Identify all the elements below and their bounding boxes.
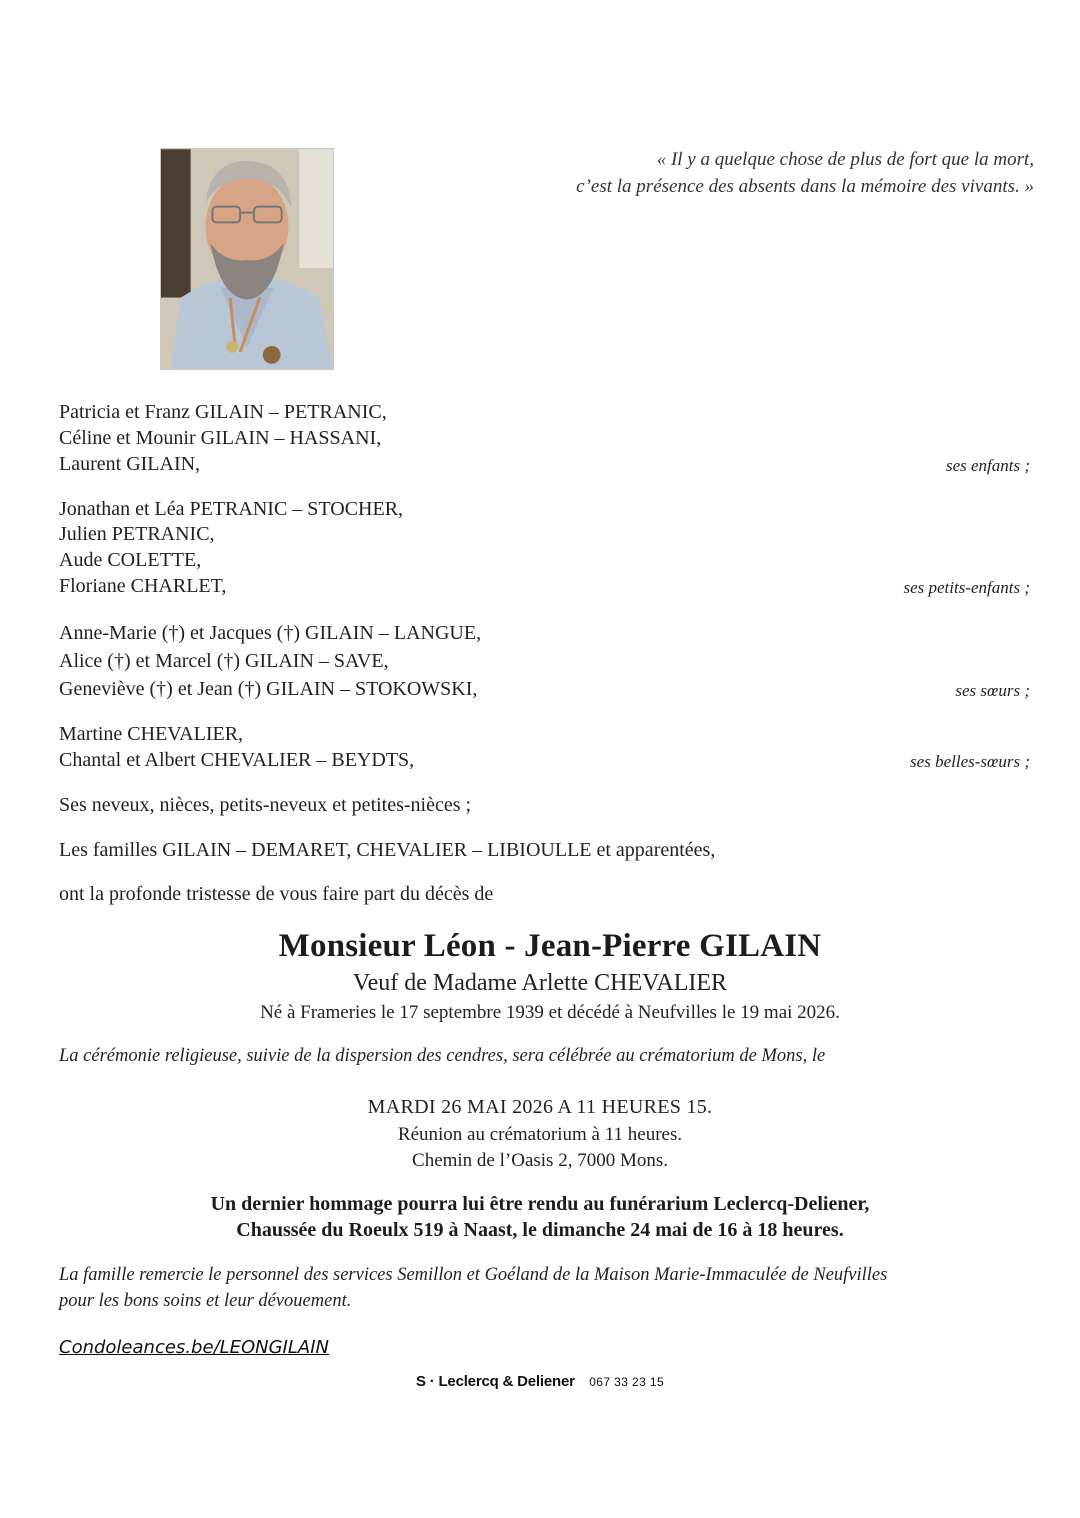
family-line: Martine CHEVALIER, [59,723,244,745]
thanks-line-2: pour les bons soins et leur dévouement. [59,1291,352,1311]
role-label-children: ses enfants ; [945,456,1030,475]
families-line: Les familles GILAIN – DEMARET, CHEVALIER – LIBIOULLE et apparentées, [59,839,716,861]
family-line: Céline et Mounir GILAIN – HASSANI, [59,427,382,449]
quote-line-2: c’est la présence des absents dans la mémoire des vivants. » [576,176,1034,197]
funeral-home-phone: 067 33 23 15 [589,1375,665,1389]
ceremony-intro: La cérémonie religieuse, suivie de la dispersion des cendres, sera célébrée au crématorium de Mons, le [59,1046,826,1066]
ceremony-meeting: Réunion au crématorium à 11 heures. [397,1124,683,1145]
condolences-link[interactable]: Condoleances.be/LEONGILAIN [59,1337,329,1358]
tribute-line-2: Chaussée du Roeulx 519 à Naast, le dimanche 24 mai de 16 à 18 heures. [236,1219,844,1241]
family-line: Anne-Marie (†) et Jacques (†) GILAIN – LANGUE, [59,622,482,644]
widow-line: Veuf de Madame Arlette CHEVALIER [352,970,728,996]
family-line: Jonathan et Léa PETRANIC – STOCHER, [59,498,404,520]
role-label-grandchildren: ses petits-enfants ; [903,578,1030,597]
tribute-line-1: Un dernier hommage pourra lui être rendu au funérarium Leclercq-Deliener, [210,1193,870,1215]
birth-death-line: Né à Frameries le 17 septembre 1939 et décédé à Neufvilles le 19 mai 2026. [260,1002,840,1023]
quote-line-1: « Il y a quelque chose de plus de fort que la mort, [656,149,1034,170]
portrait-photo [160,148,334,370]
family-line: Julien PETRANIC, [59,523,215,545]
family-line: Geneviève (†) et Jean (†) GILAIN – STOKOWSKI, [59,678,478,700]
family-line: Chantal et Albert CHEVALIER – BEYDTS, [59,749,415,771]
family-line: Floriane CHARLET, [59,575,227,597]
role-label-sisters: ses sœurs ; [955,681,1030,700]
family-line: Patricia et Franz GILAIN – PETRANIC, [59,401,387,423]
ceremony-date: MARDI 26 MAI 2026 A 11 HEURES 15. [367,1096,713,1118]
announce-line: ont la profonde tristesse de vous faire part du décès de [59,883,494,905]
epitaph-quote [576,146,1034,200]
family-line: Laurent GILAIN, [59,453,201,475]
nephews-line: Ses neveux, nièces, petits-neveux et petites-nièces ; [59,794,472,816]
family-line: Alice (†) et Marcel (†) GILAIN – SAVE, [59,650,389,672]
family-line: Aude COLETTE, [59,549,202,571]
funeral-home-footer [0,1373,1080,1391]
thanks-line-1: La famille remercie le personnel des services Semillon et Goéland de la Maison Marie-Immaculée de Neufvilles [59,1265,888,1285]
funeral-home-brand: S · Leclercq & Deliener [415,1373,575,1390]
deceased-name: Monsieur Léon - Jean-Pierre GILAIN [278,928,822,964]
role-label-sisters-in-law: ses belles-sœurs ; [910,752,1030,771]
ceremony-address: Chemin de l’Oasis 2, 7000 Mons. [412,1150,668,1171]
